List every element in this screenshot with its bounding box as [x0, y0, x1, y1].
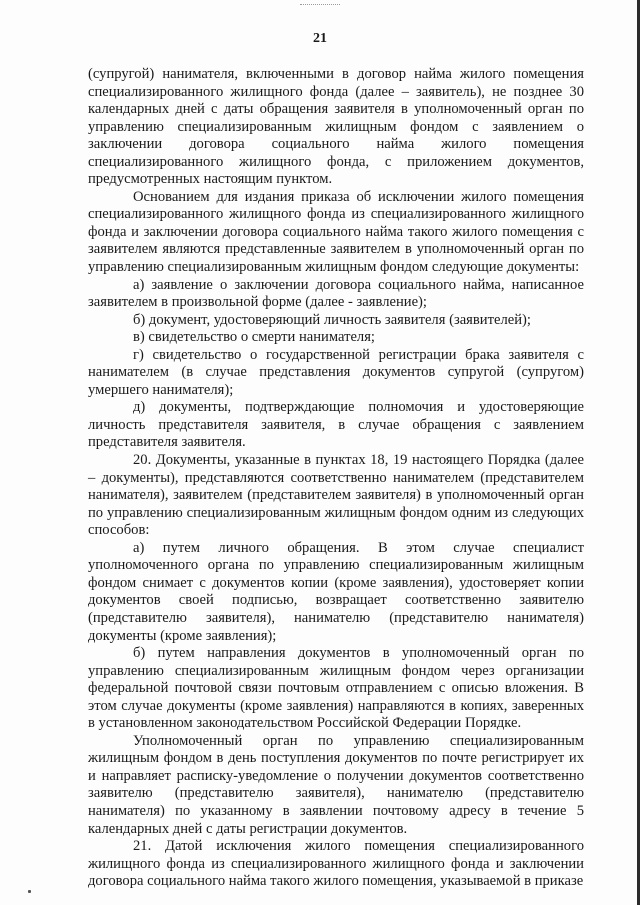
- paragraph-continuation: (супругой) нанимателя, включенными в договор найма жилого помещения специализированного жилищного фонда (далее – заявитель), не позднее 30 календарных дней с даты обращения заявителя в уполномоченный орган по управлению специализированным жилищным фондом с заявлением о заключении договора социального найма жилого помещения специализированного жилищного фонда, с приложением документов, предусмотренных настоящим пунктом.: [88, 66, 584, 188]
- clause-20-item-a: а) путем личного обращения. В этом случае специалист уполномоченного органа по управлению специализированным жилищным фондом снимает с документов копии (кроме заявления), удостоверяет копии документов своей подписью, возвращает соответственно заявителю (представителю заявителя), нанимателю (представителю нанимателя) документы (кроме заявления);: [88, 539, 584, 644]
- list-item-d: д) документы, подтверждающие полномочия и удостоверяющие личность представителя заявителя, в случае обращения с заявлением представителя заявителя.: [88, 399, 584, 451]
- clause-20-item-b: б) путем направления документов в уполномоченный орган по управлению специализированным жилищным фондом через организации федеральной почтовой связи почтовым отправлением с описью вложения. В этом случае документы (кроме заявления) направляются в копиях, заверенных в установленном законодательством Российской Федерации Порядке.: [88, 645, 584, 732]
- paragraph-registration: Уполномоченный орган по управлению специализированным жилищным фондом в день поступления документов по почте регистрирует их и направляет расписку-уведомление о получении документов соответственно заявителю (представителю заявителя), нанимателю (представителю нанимателя) по указанному в заявлении почтовому адресу в течение 5 календарных дней с даты регистрации документов.: [88, 732, 584, 837]
- list-item-v: в) свидетельство о смерти нанимателя;: [133, 329, 375, 346]
- list-item-a: а) заявление о заключении договора социального найма, написанное заявителем в произвольной форме (далее - заявление);: [88, 276, 584, 311]
- list-item-b: б) документ, удостоверяющий личность заявителя (заявителей);: [133, 311, 531, 328]
- document-body: [88, 66, 584, 891]
- scan-artifact-top: [300, 4, 340, 7]
- page-number: 21: [313, 31, 327, 46]
- clause-21: 21. Датой исключения жилого помещения специализированного жилищного фонда из специализированного жилищного фонда и заключении договора социального найма такого жилого помещения, указываемой в приказе: [88, 838, 584, 890]
- paragraph-basis: Основанием для издания приказа об исключении жилого помещения специализированного жилищного фонда из специализированного жилищного фонда и заключении договора социального найма такого жилого помещения с заявителем являются представленные заявителем в уполномоченный орган по управлению специализированным жилищным фондом следующие документы:: [88, 188, 584, 276]
- list-item-g: г) свидетельство о государственной регистрации брака заявителя с нанимателем (в случае представления документов супругой (супругом) умершего нанимателя);: [88, 346, 584, 398]
- scan-artifact-bottom: [28, 890, 31, 893]
- clause-20: 20. Документы, указанные в пунктах 18, 19 настоящего Порядка (далее – документы), представляются соответственно нанимателем (представителем нанимателя), заявителем (представителем заявителя) в уполномоченный орган по управлению специализированным жилищным фондом одним из следующих способов:: [88, 452, 584, 539]
